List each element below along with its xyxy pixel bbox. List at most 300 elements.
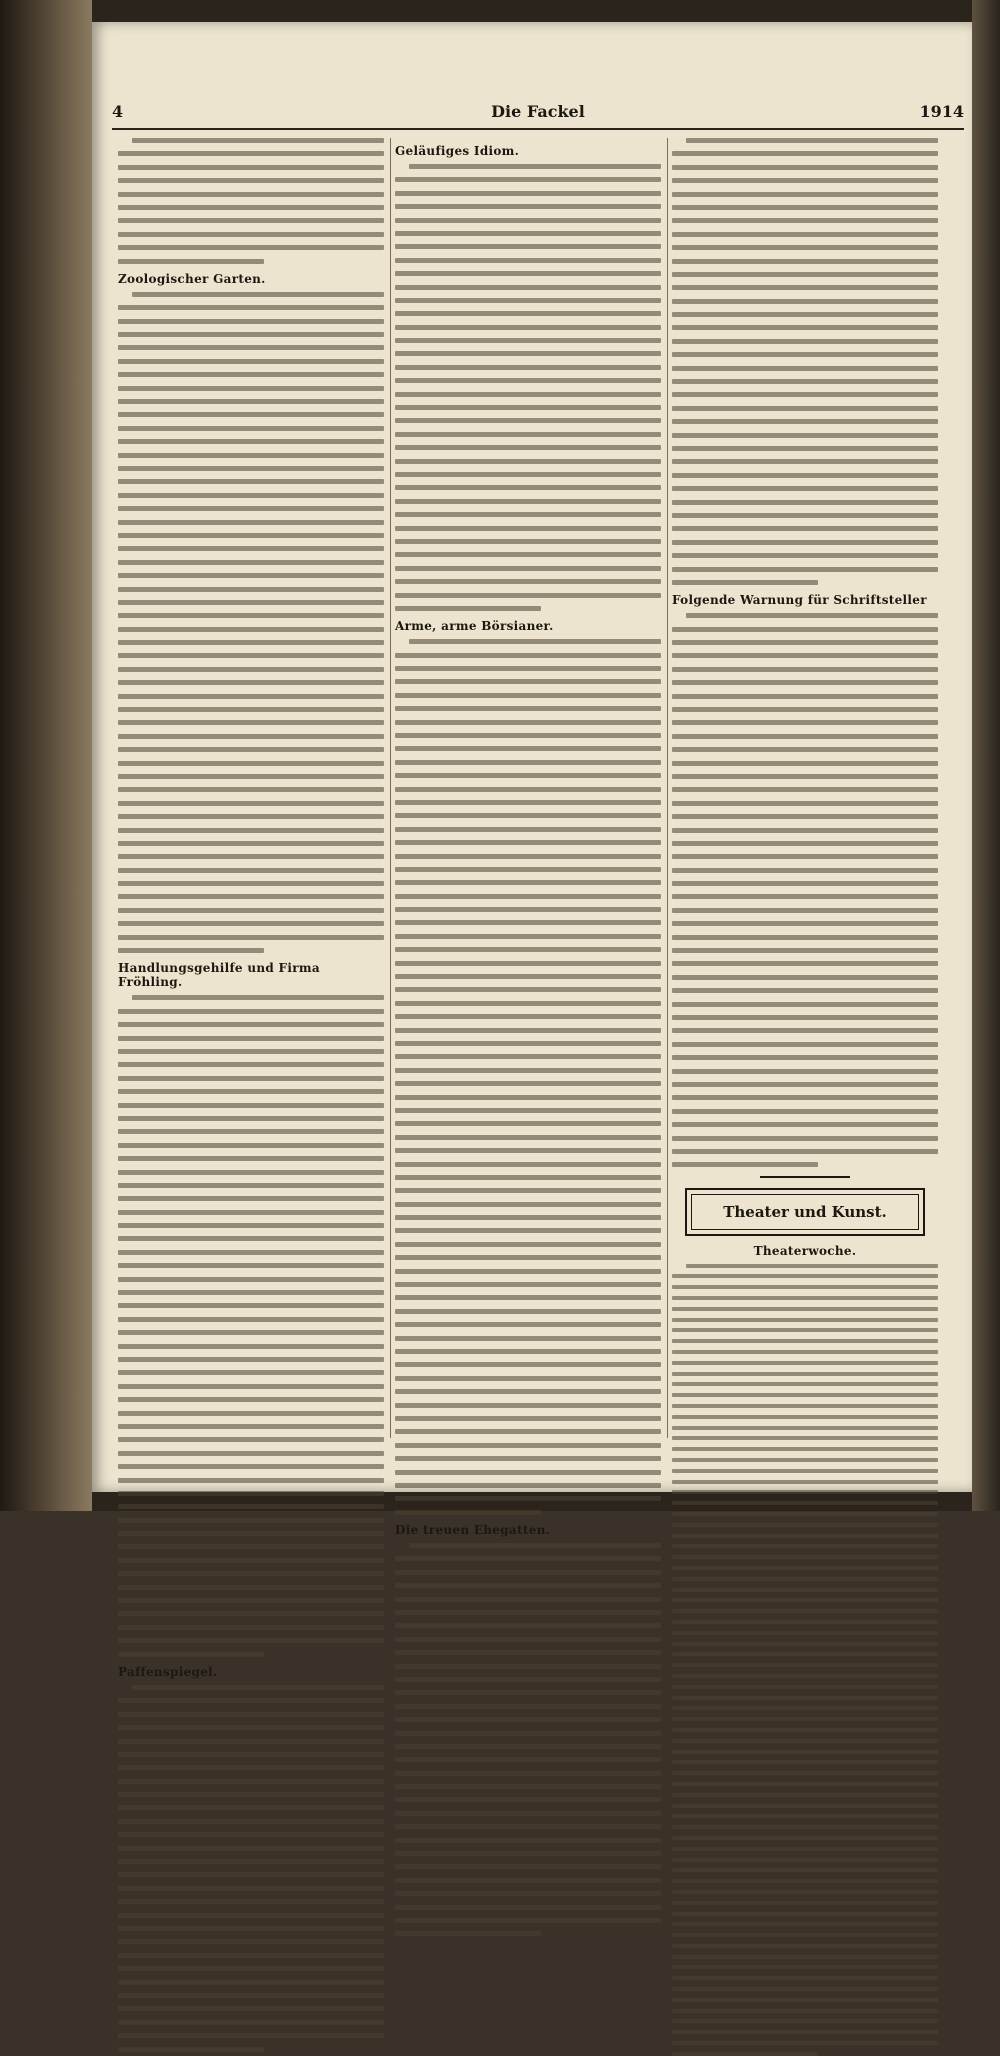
- text-line: [395, 552, 661, 557]
- text-line: [672, 446, 938, 451]
- text-line: [672, 1717, 938, 1721]
- text-line: [672, 218, 938, 223]
- text-line: [118, 1544, 384, 1549]
- text-line: [118, 1062, 384, 1067]
- text-line: [395, 1336, 661, 1341]
- text-line: [118, 1303, 384, 1308]
- paragraph-block: [395, 639, 661, 1514]
- text-line: [672, 1706, 938, 1710]
- text-line: [118, 1571, 384, 1576]
- text-line: [672, 961, 938, 966]
- text-line: [118, 894, 384, 899]
- text-line: [672, 1652, 938, 1656]
- text-line: [672, 1512, 938, 1516]
- text-line: [672, 1976, 938, 1980]
- text-line: [118, 1859, 384, 1864]
- text-line: [672, 526, 938, 531]
- text-line: [118, 1036, 384, 1041]
- text-line: [672, 2052, 818, 2056]
- text-line: [672, 1868, 938, 1872]
- text-line: [395, 1864, 661, 1869]
- text-line: [672, 406, 938, 411]
- text-line: [118, 232, 384, 237]
- text-line: [395, 1811, 661, 1816]
- text-line: [395, 472, 661, 477]
- text-line: [118, 1129, 384, 1134]
- text-line: [395, 974, 661, 979]
- text-line: [118, 520, 384, 525]
- text-line: [672, 2009, 938, 2013]
- text-line: [118, 1344, 384, 1349]
- paragraph-block: [395, 1543, 661, 1936]
- section-subheading: Theaterwoche.: [753, 1243, 857, 1258]
- text-line: [395, 1824, 661, 1829]
- text-line: [672, 339, 938, 344]
- text-line: [395, 947, 661, 952]
- text-line: [672, 1328, 938, 1332]
- text-line: [118, 1451, 384, 1456]
- text-line: [118, 1397, 384, 1402]
- text-line: [395, 432, 661, 437]
- text-line: [118, 1913, 384, 1918]
- text-line: [118, 1357, 384, 1362]
- text-line: [395, 1202, 661, 1207]
- text-line: [395, 311, 661, 316]
- text-line: [395, 445, 661, 450]
- text-line: [395, 204, 661, 209]
- text-line: [118, 694, 384, 699]
- text-line: [118, 1022, 384, 1027]
- text-line: [118, 1089, 384, 1094]
- text-line: [395, 271, 661, 276]
- text-line: [118, 1103, 384, 1108]
- text-line: [672, 1696, 938, 1700]
- text-line: [395, 760, 661, 765]
- text-line: [672, 935, 938, 940]
- text-line: [118, 1236, 384, 1241]
- text-line: [395, 733, 661, 738]
- text-line: [395, 1851, 661, 1856]
- text-line: [118, 1953, 384, 1958]
- text-line: [118, 345, 384, 350]
- column-3: [672, 138, 938, 1438]
- text-line: [672, 1847, 938, 1851]
- text-line: [409, 639, 661, 644]
- text-line: [672, 1782, 938, 1786]
- text-line: [118, 1049, 384, 1054]
- text-line: [672, 1318, 938, 1322]
- text-line: [672, 540, 938, 545]
- text-line: [672, 653, 938, 658]
- text-line: [672, 459, 938, 464]
- text-line: [395, 1838, 661, 1843]
- text-line: [395, 1664, 661, 1669]
- text-line: [672, 473, 938, 478]
- page-number: 4: [112, 102, 124, 121]
- text-line: [672, 801, 938, 806]
- text-line: [672, 1825, 938, 1829]
- text-line: [672, 1069, 938, 1074]
- text-line: [672, 1480, 938, 1484]
- text-line: [395, 1597, 661, 1602]
- text-line: [672, 2030, 938, 2034]
- text-line: [672, 259, 938, 264]
- text-line: [118, 1250, 384, 1255]
- text-line: [118, 707, 384, 712]
- text-line: [672, 352, 938, 357]
- text-line: [672, 165, 938, 170]
- text-line: [395, 1269, 661, 1274]
- text-line: [395, 1215, 661, 1220]
- text-line: [118, 1792, 384, 1797]
- text-line: [395, 1570, 661, 1575]
- text-line: [118, 1196, 384, 1201]
- text-line: [672, 1393, 938, 1397]
- text-line: [395, 1376, 661, 1381]
- text-line: [395, 539, 661, 544]
- text-line: [118, 1277, 384, 1282]
- text-line: [672, 1728, 938, 1732]
- next-page-edge: [972, 0, 1000, 1511]
- text-line: [132, 1685, 384, 1690]
- text-line: [672, 151, 938, 156]
- text-line: [672, 1998, 938, 2002]
- text-line: [672, 1922, 938, 1926]
- text-line: [395, 459, 661, 464]
- text-line: [672, 433, 938, 438]
- text-line: [672, 1162, 818, 1167]
- year: 1914: [919, 102, 964, 121]
- text-line: [395, 338, 661, 343]
- text-line: [395, 1931, 541, 1936]
- text-line: [395, 1677, 661, 1682]
- text-line: [395, 593, 661, 598]
- text-line: [395, 526, 661, 531]
- text-line: [672, 553, 938, 558]
- text-line: [118, 1210, 384, 1215]
- text-line: [118, 319, 384, 324]
- section-box-inner: [691, 1194, 919, 1230]
- column-rule: [667, 138, 668, 1438]
- text-line: [395, 840, 661, 845]
- text-line: [672, 747, 938, 752]
- text-line: [672, 1404, 938, 1408]
- text-line: [672, 1750, 938, 1754]
- text-line: [118, 1598, 384, 1603]
- text-line: [118, 747, 384, 752]
- paragraph-block: [118, 138, 384, 264]
- text-line: [686, 1264, 938, 1268]
- text-line: [672, 1339, 938, 1343]
- column-1: [118, 138, 384, 1679]
- text-line: [395, 1456, 661, 1461]
- text-line: [132, 292, 384, 297]
- text-line: [118, 1437, 384, 1442]
- text-line: [118, 1765, 384, 1770]
- text-line: [672, 1987, 938, 1991]
- text-line: [395, 987, 661, 992]
- text-line: [672, 1149, 938, 1154]
- text-line: [118, 2020, 384, 2025]
- section-heading: Arme, arme Börsianer.: [395, 619, 554, 634]
- text-line: [118, 720, 384, 725]
- text-line: [118, 1739, 384, 1744]
- text-line: [672, 1901, 938, 1905]
- text-line: [118, 841, 384, 846]
- text-line: [395, 1784, 661, 1789]
- newspaper-page: [92, 22, 972, 1679]
- text-line: [118, 1899, 384, 1904]
- text-line: [395, 1744, 661, 1749]
- text-line: [672, 1685, 938, 1689]
- text-line: [118, 1725, 384, 1730]
- text-line: [672, 392, 938, 397]
- text-line: [395, 961, 661, 966]
- text-line: [118, 1424, 384, 1429]
- text-line: [672, 1002, 938, 1007]
- text-line: [395, 1416, 661, 1421]
- text-line: [118, 1370, 384, 1375]
- text-line: [395, 1704, 661, 1709]
- text-line: [118, 1518, 384, 1523]
- text-line: [672, 580, 818, 585]
- text-line: [672, 419, 938, 424]
- text-line: [395, 1121, 661, 1126]
- text-line: [395, 485, 661, 490]
- text-line: [118, 560, 384, 565]
- text-line: [395, 606, 541, 611]
- text-line: [118, 1464, 384, 1469]
- text-line: [395, 1443, 661, 1448]
- text-line: [395, 920, 661, 925]
- text-line: [672, 1082, 938, 1087]
- text-line: [118, 412, 384, 417]
- text-line: [672, 774, 938, 779]
- text-line: [395, 378, 661, 383]
- text-line: [118, 192, 384, 197]
- text-line: [118, 2033, 384, 2038]
- text-line: [672, 299, 938, 304]
- text-line: [395, 351, 661, 356]
- text-line: [118, 1832, 384, 1837]
- text-line: [118, 533, 384, 538]
- text-line: [395, 1295, 661, 1300]
- text-line: [672, 1674, 938, 1678]
- section-heading: Handlungsgehilfe und Firma Fröhling.: [118, 961, 320, 990]
- text-line: [672, 1523, 938, 1527]
- book-spine: [0, 0, 92, 1511]
- section-heading: Die treuen Ehegatten.: [395, 1523, 551, 1538]
- text-line: [672, 1095, 938, 1100]
- text-line: [672, 975, 938, 980]
- text-line: [118, 1611, 384, 1616]
- text-line: [118, 332, 384, 337]
- text-line: [672, 1285, 938, 1289]
- text-line: [395, 579, 661, 584]
- text-line: [395, 1322, 661, 1327]
- text-line: [118, 1872, 384, 1877]
- text-line: [672, 1912, 938, 1916]
- text-line: [395, 720, 661, 725]
- text-line: [395, 1095, 661, 1100]
- text-line: [672, 1577, 938, 1581]
- text-line: [395, 1282, 661, 1287]
- text-line: [395, 1496, 661, 1501]
- text-line: [672, 1274, 938, 1278]
- text-line: [395, 1054, 661, 1059]
- text-line: [118, 1263, 384, 1268]
- text-line: [395, 746, 661, 751]
- text-line: [395, 666, 661, 671]
- text-line: [395, 1309, 661, 1314]
- text-line: [395, 1108, 661, 1113]
- text-line: [118, 600, 384, 605]
- text-line: [132, 138, 384, 143]
- text-line: [672, 1426, 938, 1430]
- text-line: [672, 627, 938, 632]
- text-line: [118, 1504, 384, 1509]
- text-line: [672, 1804, 938, 1808]
- text-line: [118, 881, 384, 886]
- text-line: [672, 828, 938, 833]
- text-line: [672, 245, 938, 250]
- text-line: [672, 1620, 938, 1624]
- text-line: [118, 828, 384, 833]
- text-line: [672, 1955, 938, 1959]
- text-line: [672, 1382, 938, 1386]
- text-line: [395, 1483, 661, 1488]
- text-line: [118, 386, 384, 391]
- text-line: [672, 1793, 938, 1797]
- text-line: [672, 894, 938, 899]
- text-line: [118, 1638, 384, 1643]
- text-line: [672, 285, 938, 290]
- text-line: [118, 1478, 384, 1483]
- text-line: [395, 218, 661, 223]
- text-line: [395, 706, 661, 711]
- text-line: [395, 1362, 661, 1367]
- text-line: [395, 177, 661, 182]
- text-line: [672, 1361, 938, 1365]
- text-line: [118, 151, 384, 156]
- text-line: [672, 1879, 938, 1883]
- text-line: [118, 466, 384, 471]
- text-line: [118, 1411, 384, 1416]
- text-line: [395, 1403, 661, 1408]
- text-line: [395, 1068, 661, 1073]
- text-line: [672, 205, 938, 210]
- text-line: [395, 1918, 661, 1923]
- text-line: [118, 178, 384, 183]
- text-line: [672, 1458, 938, 1462]
- text-line: [672, 988, 938, 993]
- text-line: [118, 218, 384, 223]
- text-line: [395, 405, 661, 410]
- text-line: [672, 366, 938, 371]
- text-line: [118, 1886, 384, 1891]
- text-line: [672, 854, 938, 859]
- text-line: [672, 1436, 938, 1440]
- text-line: [395, 1797, 661, 1802]
- text-line: [118, 1980, 384, 1985]
- paragraph-block: [672, 1264, 938, 2056]
- text-line: [118, 1183, 384, 1188]
- text-line: [395, 298, 661, 303]
- text-line: [672, 1739, 938, 1743]
- section-box: [685, 1188, 925, 1236]
- text-line: [118, 1993, 384, 1998]
- text-line: [672, 312, 938, 317]
- text-line: [118, 205, 384, 210]
- text-line: [672, 948, 938, 953]
- text-line: [409, 1543, 661, 1548]
- text-line: [118, 921, 384, 926]
- text-line: [118, 1076, 384, 1081]
- journal-title: Die Fackel: [491, 102, 585, 121]
- text-line: [672, 734, 938, 739]
- text-line: [395, 787, 661, 792]
- text-line: [118, 1317, 384, 1322]
- text-line: [395, 1429, 661, 1434]
- text-line: [395, 1255, 661, 1260]
- text-line: [118, 801, 384, 806]
- text-line: [395, 499, 661, 504]
- text-line: [118, 948, 264, 953]
- text-line: [395, 1081, 661, 1086]
- text-line: [118, 493, 384, 498]
- text-line: [672, 1555, 938, 1559]
- text-line: [395, 934, 661, 939]
- section-box-title: Theater und Kunst.: [723, 1202, 887, 1221]
- text-line: [118, 245, 384, 250]
- text-line: [118, 1966, 384, 1971]
- text-line: [118, 935, 384, 940]
- text-line: [672, 720, 938, 725]
- text-line: [118, 1846, 384, 1851]
- section-separator: [760, 1176, 850, 1178]
- text-line: [395, 1014, 661, 1019]
- section-heading: Folgende Warnung für Schriftsteller: [672, 593, 927, 608]
- text-line: [118, 1290, 384, 1295]
- text-line: [395, 418, 661, 423]
- text-line: [118, 1652, 264, 1657]
- text-line: [672, 567, 938, 572]
- text-line: [672, 1447, 938, 1451]
- text-line: [672, 1469, 938, 1473]
- text-line: [395, 800, 661, 805]
- text-line: [672, 868, 938, 873]
- text-line: [118, 814, 384, 819]
- text-line: [395, 1175, 661, 1180]
- text-line: [672, 1350, 938, 1354]
- text-line: [395, 392, 661, 397]
- text-line: [672, 908, 938, 913]
- text-line: [395, 1891, 661, 1896]
- running-header: [112, 102, 964, 130]
- text-line: [395, 1878, 661, 1883]
- text-line: [672, 178, 938, 183]
- text-line: [118, 1384, 384, 1389]
- text-line: [672, 1663, 938, 1667]
- text-line: [118, 426, 384, 431]
- text-line: [118, 1805, 384, 1810]
- text-line: [118, 680, 384, 685]
- text-line: [672, 1609, 938, 1613]
- text-line: [395, 867, 661, 872]
- text-line: [395, 1470, 661, 1475]
- text-line: [672, 1598, 938, 1602]
- text-line: [395, 894, 661, 899]
